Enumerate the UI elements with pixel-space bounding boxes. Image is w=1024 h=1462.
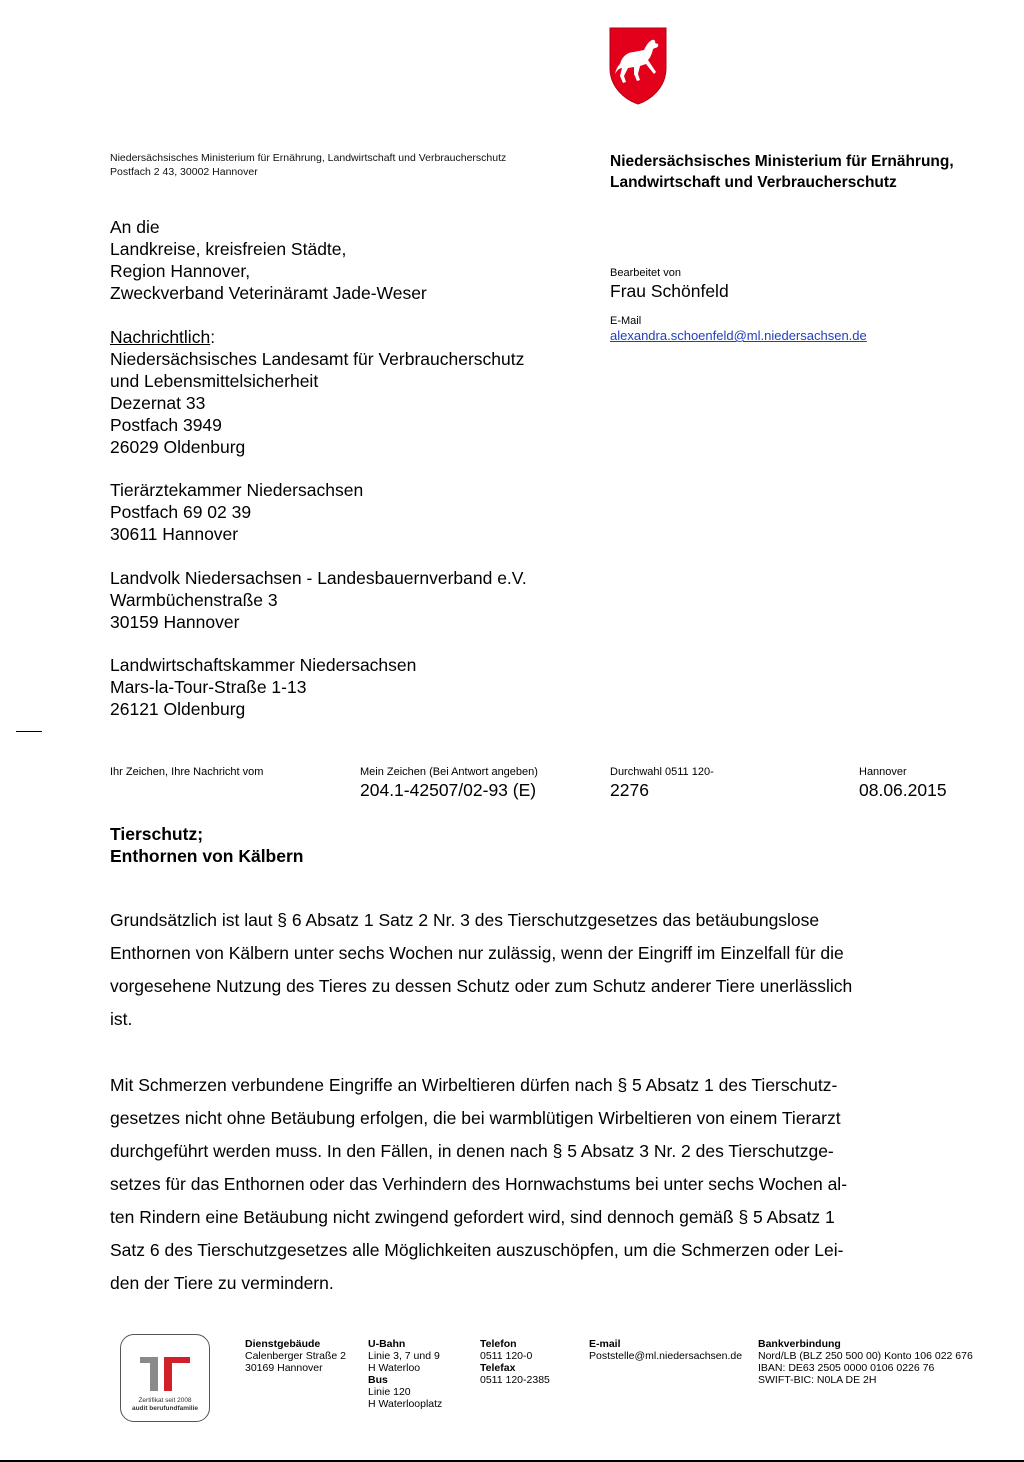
- place-label: Hannover: [859, 766, 907, 778]
- letter-date: 08.06.2015: [859, 780, 947, 800]
- letter-subject: Tierschutz; Enthornen von Kälbern: [110, 824, 304, 866]
- extension-value: 2276: [610, 780, 649, 800]
- email-label: E-Mail: [610, 315, 642, 327]
- footer-transit: U-Bahn Linie 3, 7 und 9 H Waterloo Bus Linie 120 H Waterlooplatz: [368, 1338, 443, 1410]
- extension-label: Durchwahl 0511 120-: [610, 766, 714, 778]
- fold-mark: [16, 731, 42, 732]
- body-paragraph-1: Grundsätzlich ist laut § 6 Absatz 1 Satz 2 Nr. 3 des Tierschutzgesetzes das betäubungslose Enthornen von Kälbern unter sechs Wochen nur zulässig, wenn der Eingriff im Einzelfall für die vorgesehene Nutzung des Tieres zu dessen Schutz oder zum Schutz anderer Tiere unerlässlich ist.: [110, 910, 853, 1029]
- cc-address-tieraerztekammer: Tierärztekammer Niedersachsen Postfach 69 02 39 30611 Hannover: [110, 480, 364, 544]
- lower-saxony-crest-icon: [604, 24, 672, 106]
- ministry-name: Niedersächsisches Ministerium für Ernährung, Landwirtschaft und Verbraucherschutz: [610, 153, 954, 191]
- cc-address-landvolk: Landvolk Niedersachsen - Landesbauernverband e.V. Warmbüchenstraße 3 30159 Hannover: [110, 568, 527, 632]
- footer-building: Dienstgebäude Calenberger Straße 2 30169 Hannover: [245, 1338, 346, 1374]
- footer-email: E-mail Poststelle@ml.niedersachsen.de: [589, 1338, 743, 1362]
- your-reference-label: Ihr Zeichen, Ihre Nachricht vom: [110, 766, 264, 778]
- body-paragraph-2: Mit Schmerzen verbundene Eingriffe an Wirbeltieren dürfen nach § 5 Absatz 1 des Tierschutz- gesetzes nicht ohne Betäubung erfolgen, die bei warmblütigen Wirbeltieren von einem Tierarzt durchgeführt werden muss. In den Fällen, in denen nach § 5 Absatz 3 Nr. 2 des Tierschutzge- setzes für das Enthornen oder das Verhindern des Hornwachstums bei unter sechs Wochen al- ten Rindern eine Betäubung nicht zwingend gefordert wird, sind dennoch gemäß § 5 Absatz 1 Satz 6 des Tierschutzgesetzes alle Möglichkeiten auszuschöpfen, um die Schmerzen oder Lei- den der Tiere zu vermindern.: [110, 1075, 848, 1293]
- audit-berufundfamilie-certificate: Zertifikat seit 2008 audit berufundfamilie: [120, 1334, 210, 1422]
- contact-email-link[interactable]: alexandra.schoenfeld@ml.niedersachsen.de: [610, 328, 867, 343]
- footer-phone: Telefon 0511 120-0 Telefax 0511 120-2385: [480, 1338, 550, 1386]
- footer-bank: Bankverbindung Nord/LB (BLZ 250 500 00) Konto 106 022 676 IBAN: DE63 2505 0000 0106 0226 76 SWIFT-BIC: N0LA DE 2H: [758, 1338, 973, 1386]
- handled-by-name: Frau Schönfeld: [610, 281, 729, 301]
- cc-recipients: Nachrichtlich: Niedersächsisches Landesamt für Verbraucherschutz und Lebensmittelsicherheit Dezernat 33 Postfach 3949 26029 Oldenburg: [110, 327, 525, 457]
- my-reference-value: 204.1-42507/02-93 (E): [360, 780, 537, 800]
- berufundfamilie-logo-icon: [120, 1343, 210, 1403]
- cc-label: Nachrichtlich:: [110, 327, 216, 347]
- recipient-address: An die Landkreise, kreisfreien Städte, Region Hannover, Zweckverband Veterinäramt Jade-Weser: [110, 217, 427, 303]
- cc-address-landwirtschaftskammer: Landwirtschaftskammer Niedersachsen Mars-la-Tour-Straße 1-13 26121 Oldenburg: [110, 655, 417, 719]
- sender-return-address: Niedersächsisches Ministerium für Ernährung, Landwirtschaft und Verbraucherschutz Postfach 2 43, 30002 Hannover: [110, 152, 507, 178]
- my-reference-label: Mein Zeichen (Bei Antwort angeben): [360, 766, 538, 778]
- handled-by-label: Bearbeitet von: [610, 267, 681, 279]
